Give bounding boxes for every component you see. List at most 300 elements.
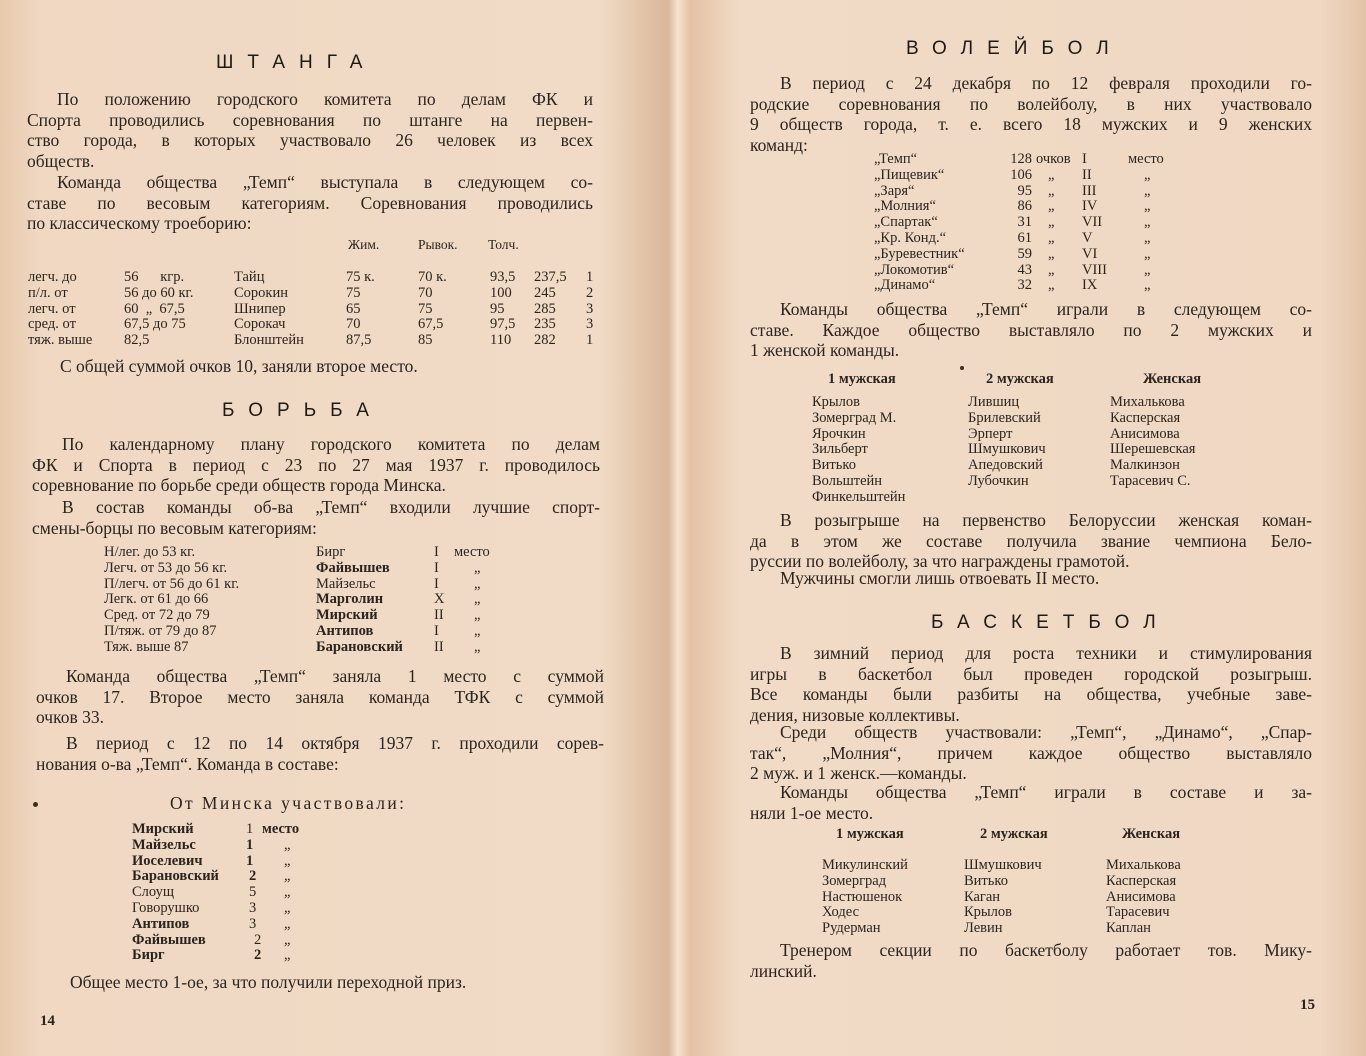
cell-player: Тарасевич С.	[1110, 472, 1191, 489]
table-row	[874, 278, 1164, 294]
cell-points: 32	[1017, 277, 1032, 294]
cell-suffix: место	[454, 544, 490, 560]
table-row	[28, 302, 593, 318]
basketball-roster-table	[822, 858, 1181, 937]
text-line: нования о-ва „Темп“. Команда в составе:	[36, 753, 339, 774]
cell-unit: „	[1048, 214, 1055, 231]
cell-place: 3	[249, 915, 257, 932]
volleyball-men-result	[780, 568, 1300, 589]
roster-header-women: Женская	[1143, 371, 1202, 387]
cell-team: „Спартак“	[874, 214, 938, 231]
table-row	[132, 933, 299, 949]
cell-suffix: „	[474, 591, 481, 608]
cell-total: 245	[534, 284, 556, 301]
cell-suffix: „	[284, 884, 291, 901]
cell-unit: „	[1048, 245, 1055, 262]
table-row	[132, 869, 299, 885]
cell-category: легч. от	[28, 300, 76, 317]
text-line: Команда общества „Темп“ выступала в следующем со-	[57, 172, 593, 192]
cell-name: Бирг	[316, 544, 346, 560]
wrestling-october-text	[36, 733, 604, 774]
text-line: ФК и Спорта в период с 23 по 27 мая 1937 г. проводилось	[32, 454, 600, 475]
cell-player: Зильберт	[812, 441, 868, 458]
cell-jerk: 93,5	[490, 269, 516, 285]
cell-press: 75	[346, 284, 361, 301]
cell-name: Файвышев	[132, 931, 206, 948]
cell-player: Анисимова	[1106, 888, 1176, 905]
cell-place: 3	[586, 300, 594, 317]
cell-points: 43	[1017, 261, 1032, 278]
table-row	[822, 921, 1181, 937]
cell-suffix: „	[1144, 277, 1151, 294]
cell-category: п/л. от	[28, 284, 68, 301]
cell-name: Антипов	[132, 915, 190, 932]
cell-place: II	[434, 638, 444, 655]
cell-press: 75 к.	[346, 269, 375, 285]
cell-category: П/легч. от 56 до 61 кг.	[104, 575, 240, 592]
cell-place: I	[434, 575, 439, 592]
cell-category: тяж. выше	[28, 332, 93, 349]
table-row	[812, 458, 1195, 474]
cell-player: Малкинзон	[1110, 457, 1180, 474]
cell-place: VI	[1082, 245, 1098, 262]
cell-player: Левин	[964, 920, 1003, 937]
cell-player: Эрперт	[968, 425, 1013, 442]
page-number: 15	[1300, 997, 1315, 1013]
text-line: дения, низовые коллективы.	[750, 704, 960, 725]
text-line: обществ.	[27, 150, 95, 171]
cell-points: 95	[1017, 182, 1032, 199]
basketball-team-text	[750, 782, 1312, 823]
text-line: руссии по волейболу, за что награждены грамотой.	[750, 551, 1130, 571]
basketball-coach-text	[750, 940, 1312, 981]
cell-suffix: „	[284, 915, 291, 932]
weightlifting-results-table	[28, 270, 593, 349]
cell-suffix: место	[1128, 151, 1164, 167]
text-line: В период с 24 декабря по 12 февраля проходили го-	[780, 73, 1312, 93]
cell-place: III	[1082, 182, 1097, 199]
text-line: так“, „Молния“, причем каждое общество выставляло	[750, 742, 1312, 763]
basketball-intro	[750, 643, 1312, 725]
cell-place: 2	[249, 868, 257, 885]
text-line: Тренером секции по баскетболу работает тов. Мику-	[780, 940, 1312, 960]
cell-place: X	[434, 591, 445, 608]
cell-player	[968, 490, 1110, 506]
cell-suffix: „	[1144, 229, 1151, 246]
table-row	[104, 577, 490, 593]
text-line: очков 17. Второе место заняла команда ТФК с суммой	[36, 686, 604, 707]
text-line: да в этом же составе получила звание чемпиона Бело-	[750, 530, 1312, 551]
table-row	[822, 890, 1181, 906]
cell-name: Сорокин	[234, 284, 288, 301]
cell-suffix: „	[1144, 245, 1151, 262]
cell-suffix: „	[1144, 214, 1151, 231]
cell-player: Финкельштейн	[812, 488, 906, 505]
cell-points: 106	[1010, 166, 1032, 183]
volleyball-heading: ВОЛЕЙБОЛ	[906, 38, 1123, 59]
cell-player	[1110, 490, 1195, 506]
cell-place: V	[1082, 229, 1093, 246]
roster-header-men-2: 2 мужская	[986, 371, 1054, 387]
table-row	[812, 411, 1195, 427]
cell-name: Слоущ	[132, 884, 175, 901]
cell-player: Рудерман	[822, 920, 881, 937]
cell-player: Лубочкин	[968, 472, 1029, 489]
wrestling-heading: БОРЬБА	[222, 400, 383, 421]
cell-suffix: „	[474, 607, 481, 624]
cell-total: 285	[534, 300, 556, 317]
cell-snatch: 70 к.	[418, 269, 447, 285]
text-line: соревнование по борьбе среди обществ города Минска.	[32, 475, 446, 495]
cell-player: Шмушкович	[964, 857, 1042, 873]
cell-team: „Динамо“	[874, 277, 936, 294]
cell-place: IV	[1082, 198, 1098, 215]
table-row	[132, 822, 299, 838]
table-row	[132, 901, 299, 917]
cell-player: Ярочкин	[812, 425, 866, 442]
cell-player: Апедовский	[968, 457, 1043, 474]
cell-player: Касперская	[1110, 409, 1181, 426]
volleyball-team-text	[750, 299, 1312, 361]
cell-suffix: место	[262, 821, 300, 837]
text-line: Общее место 1-ое, за что получили переходной приз.	[70, 972, 467, 992]
col-header-snatch: Рывок.	[418, 237, 458, 252]
table-row	[104, 545, 490, 561]
table-row	[104, 592, 490, 608]
cell-category: П/тяж. от 79 до 87	[104, 622, 217, 639]
cell-player: Шерешевская	[1110, 441, 1196, 458]
cell-place: 1	[246, 852, 254, 869]
roster-header-men-1: 1 мужская	[836, 826, 904, 842]
table-row	[132, 854, 299, 870]
text-line: Мужчины смогли лишь отвоевать II место.	[780, 568, 1100, 588]
cell-player: Настюшенок	[822, 888, 903, 905]
roster-header-women: Женская	[1122, 826, 1181, 842]
table-row	[132, 838, 299, 854]
minsk-participants-table	[132, 822, 299, 964]
col-header-jerk: Толч.	[488, 237, 519, 252]
cell-place: 3	[249, 899, 257, 916]
cell-suffix: „	[284, 836, 291, 853]
cell-player: Михалькова	[1106, 857, 1181, 873]
cell-place: I	[434, 622, 439, 639]
text-line: В розыгрыше на первенство Белоруссии женская коман-	[780, 510, 1312, 530]
cell-points: 86	[1017, 198, 1032, 215]
table-row	[812, 427, 1195, 443]
basketball-heading: БАСКЕТБОЛ	[931, 612, 1170, 633]
left-page	[0, 0, 672, 1056]
cell-player: Ходес	[822, 904, 860, 921]
cell-place: 1	[586, 269, 594, 285]
cell-suffix: „	[1144, 182, 1151, 199]
col-header-press: Жим.	[348, 237, 380, 252]
table-row	[874, 199, 1164, 215]
ink-speck	[33, 802, 38, 807]
cell-player: Шмушкович	[968, 441, 1046, 458]
cell-player: Вольштейн	[812, 472, 883, 489]
table-row	[874, 263, 1164, 279]
cell-name: Шнипер	[234, 300, 286, 317]
cell-player: Лившиц	[968, 394, 1020, 410]
cell-name: Бирг	[132, 947, 165, 964]
cell-suffix: „	[474, 622, 481, 639]
cell-name: Иоселевич	[132, 852, 203, 869]
wrestling-categories-table	[104, 545, 490, 656]
cell-place: VII	[1082, 214, 1103, 231]
text-line: по классическому троеборию:	[27, 213, 252, 233]
roster-header-men-1: 1 мужская	[828, 371, 896, 387]
cell-weight: 56 до 60 кг.	[124, 284, 194, 301]
table-row	[874, 247, 1164, 263]
cell-name: Тайц	[234, 269, 265, 285]
text-line: 1 женской команды.	[750, 340, 900, 360]
cell-category: Легк. от 61 до 66	[104, 591, 209, 608]
cell-suffix: „	[1144, 261, 1151, 278]
cell-suffix: „	[284, 931, 291, 948]
text-line: 2 муж. и 1 женск.—команды.	[750, 763, 967, 783]
cell-place: II	[1082, 166, 1092, 183]
cell-place: I	[434, 559, 439, 576]
cell-points: 128	[1010, 151, 1032, 167]
cell-suffix: „	[474, 575, 481, 592]
text-line: ставе. Каждое общество выставляло по 2 мужских и	[750, 319, 1312, 340]
cell-press: 87,5	[346, 332, 372, 349]
table-row	[28, 286, 593, 302]
wrestling-result	[36, 666, 604, 728]
cell-team: „Заря“	[874, 182, 915, 199]
wrestling-final-result	[70, 972, 610, 993]
cell-player: Тарасевич	[1106, 904, 1170, 921]
text-line: игры в баскетбол был проведен городской розыгрыш.	[750, 663, 1312, 684]
table-row	[104, 640, 490, 656]
table-row	[28, 333, 593, 349]
table-row	[132, 948, 299, 964]
table-row	[132, 917, 299, 933]
cell-jerk: 110	[490, 332, 512, 349]
cell-unit: „	[1048, 229, 1055, 246]
text-line: очков 33.	[36, 707, 104, 727]
text-line: ставе по весовым категориям. Соревнования проводились	[27, 192, 593, 213]
text-line: По календарному плану городского комитета по делам	[62, 434, 600, 454]
weightlifting-result	[60, 356, 600, 377]
cell-unit: очков	[1036, 151, 1071, 167]
cell-player: Касперская	[1106, 872, 1177, 889]
cell-snatch: 70	[418, 284, 433, 301]
cell-player: Крылов	[964, 904, 1012, 921]
cell-player: Зомерград	[822, 872, 887, 889]
text-line: По положению городского комитета по делам ФК и	[57, 89, 593, 109]
table-row	[812, 442, 1195, 458]
text-line: В период с 12 по 14 октября 1937 г. проходили сорев-	[66, 733, 604, 753]
table-row	[822, 858, 1181, 874]
cell-unit: „	[1048, 277, 1055, 294]
table-row	[874, 184, 1164, 200]
cell-place: II	[434, 607, 444, 624]
cell-team: „Буревестник“	[874, 245, 965, 262]
ink-speck	[960, 366, 964, 370]
table-row	[28, 270, 593, 286]
volleyball-roster-table	[812, 395, 1195, 506]
cell-name: Сорокач	[234, 316, 286, 333]
cell-weight: 82,5	[124, 332, 150, 349]
cell-category: Сред. от 72 до 79	[104, 607, 210, 624]
weightlifting-heading: ШТАНГА	[216, 52, 377, 73]
volleyball-standings-table	[874, 152, 1164, 294]
roster-header-men-2: 2 мужская	[980, 826, 1048, 842]
cell-name: Файвышев	[316, 559, 390, 576]
text-line: смены-борцы по весовым категориям:	[32, 517, 317, 538]
table-row	[874, 168, 1164, 184]
table-row	[104, 608, 490, 624]
cell-press: 70	[346, 316, 361, 333]
cell-name: Барановский	[316, 638, 403, 655]
cell-unit: „	[1048, 198, 1055, 215]
cell-place: 5	[249, 884, 257, 901]
cell-category: Легч. от 53 до 56 кг.	[104, 559, 228, 576]
cell-unit: „	[1048, 261, 1055, 278]
table-row	[812, 490, 1195, 506]
volleyball-intro	[750, 73, 1312, 155]
cell-suffix: „	[284, 899, 291, 916]
cell-suffix: „	[1144, 198, 1151, 215]
cell-snatch: 67,5	[418, 316, 444, 333]
cell-team: „Темп“	[874, 151, 918, 167]
cell-place: I	[434, 544, 439, 560]
cell-place: 2	[254, 931, 262, 948]
page-number: 14	[40, 1013, 55, 1029]
cell-name: Говорушко	[132, 899, 200, 916]
cell-jerk: 100	[490, 284, 512, 301]
table-row	[822, 905, 1181, 921]
text-line: В зимний период для роста техники и стимулирования	[780, 643, 1312, 663]
cell-player: Зомерград М.	[812, 409, 897, 426]
cell-player: Витько	[812, 457, 856, 474]
cell-unit: „	[1048, 166, 1055, 183]
table-row	[812, 395, 1195, 411]
cell-name: Барановский	[132, 868, 219, 885]
cell-category: Н/лег. до 53 кг.	[104, 544, 196, 560]
weightlifting-intro	[27, 89, 593, 171]
cell-jerk: 97,5	[490, 316, 516, 333]
cell-place: 2	[586, 284, 594, 301]
cell-name: Мирский	[316, 607, 378, 624]
cell-weight: 67,5 до 75	[124, 316, 186, 333]
volleyball-championship-text	[750, 510, 1312, 572]
table-row	[132, 885, 299, 901]
cell-name: Марголин	[316, 591, 384, 608]
basketball-societies-text	[750, 722, 1312, 784]
weightlifting-team-text	[27, 172, 593, 234]
text-line: команд:	[750, 134, 808, 155]
cell-weight: 60 „ 67,5	[124, 300, 185, 317]
cell-place: 1	[246, 836, 254, 853]
cell-category: легч. до	[28, 269, 77, 285]
table-row	[874, 231, 1164, 247]
cell-total: 237,5	[534, 269, 567, 285]
text-line: Среди обществ участвовали: „Темп“, „Динамо“, „Спар-	[780, 722, 1312, 742]
text-line: С общей суммой очков 10, заняли второе место.	[60, 356, 418, 376]
table-row	[104, 561, 490, 577]
cell-total: 235	[534, 316, 556, 333]
cell-team: „Локомотив“	[874, 261, 955, 278]
cell-unit: „	[1048, 182, 1055, 199]
cell-place: VIII	[1082, 261, 1107, 278]
cell-suffix: „	[1144, 166, 1151, 183]
text-line: Все команды были разбиты на общества, учебные заве-	[750, 684, 1312, 704]
text-line: В состав команды об-ва „Темп“ входили лучшие спорт-	[62, 497, 600, 517]
text-line: родские соревнования по волейболу, в них участвовало	[750, 93, 1312, 114]
cell-place: IX	[1082, 277, 1098, 294]
wrestling-team-text	[32, 497, 600, 538]
cell-player: Михалькова	[1110, 394, 1185, 410]
cell-name: Майзельс	[132, 836, 196, 853]
cell-suffix: „	[284, 868, 291, 885]
cell-name: Мирский	[132, 821, 194, 837]
text-line: няли 1-ое место.	[750, 802, 874, 823]
right-page	[680, 0, 1366, 1056]
cell-suffix: „	[284, 852, 291, 869]
cell-suffix: „	[474, 638, 481, 655]
cell-jerk: 95	[490, 300, 505, 317]
cell-suffix: „	[284, 947, 291, 964]
text-line: Команды общества „Темп“ играли в следующем со-	[780, 299, 1312, 319]
text-line: Команды общества „Темп“ играли в составе и за-	[780, 782, 1312, 802]
cell-player: Каган	[964, 888, 1001, 905]
text-line: 9 обществ города, т. е. всего 18 мужских и 9 женских	[750, 114, 1312, 134]
text-line: линский.	[750, 960, 817, 981]
cell-snatch: 75	[418, 300, 433, 317]
cell-player: Каплан	[1106, 920, 1151, 937]
cell-place: 1	[246, 821, 254, 837]
cell-player: Витько	[964, 872, 1008, 889]
cell-place: I	[1082, 151, 1087, 167]
text-line: Команда общества „Темп“ заняла 1 место с суммой	[66, 666, 604, 686]
cell-player: Анисимова	[1110, 425, 1180, 442]
cell-place: 2	[254, 947, 262, 964]
cell-team: „Пищевик“	[874, 166, 945, 183]
cell-name: Майзельс	[316, 575, 376, 592]
cell-team: „Кр. Конд.“	[874, 229, 947, 246]
cell-total: 282	[534, 332, 556, 349]
cell-place: 1	[586, 332, 594, 349]
cell-name: Антипов	[316, 622, 374, 639]
cell-points: 31	[1017, 214, 1032, 231]
cell-player: Брилевский	[968, 409, 1041, 426]
cell-name: Блонштейн	[234, 332, 304, 349]
wrestling-intro	[32, 434, 600, 496]
text-line: Спорта проводились соревнования по штанге на первен-	[27, 109, 593, 130]
cell-suffix: „	[474, 559, 481, 576]
cell-points: 59	[1017, 245, 1032, 262]
cell-category: Тяж. выше 87	[104, 638, 189, 655]
text-line: ство города, в которых участвовало 26 человек из всех	[27, 130, 593, 150]
cell-player: Крылов	[812, 394, 860, 410]
cell-category: сред. от	[28, 316, 76, 333]
cell-player: Микулинский	[822, 857, 908, 873]
cell-weight: 56 кгр.	[124, 269, 185, 285]
table-row	[812, 474, 1195, 490]
minsk-participants-heading: От Минска участвовали:	[170, 793, 407, 813]
cell-press: 65	[346, 300, 361, 317]
table-row	[104, 624, 490, 640]
cell-snatch: 85	[418, 332, 433, 349]
cell-team: „Молния“	[874, 198, 936, 215]
cell-place: 3	[586, 316, 594, 333]
cell-points: 61	[1017, 229, 1032, 246]
table-row	[822, 874, 1181, 890]
table-row	[874, 152, 1164, 168]
table-row	[874, 215, 1164, 231]
